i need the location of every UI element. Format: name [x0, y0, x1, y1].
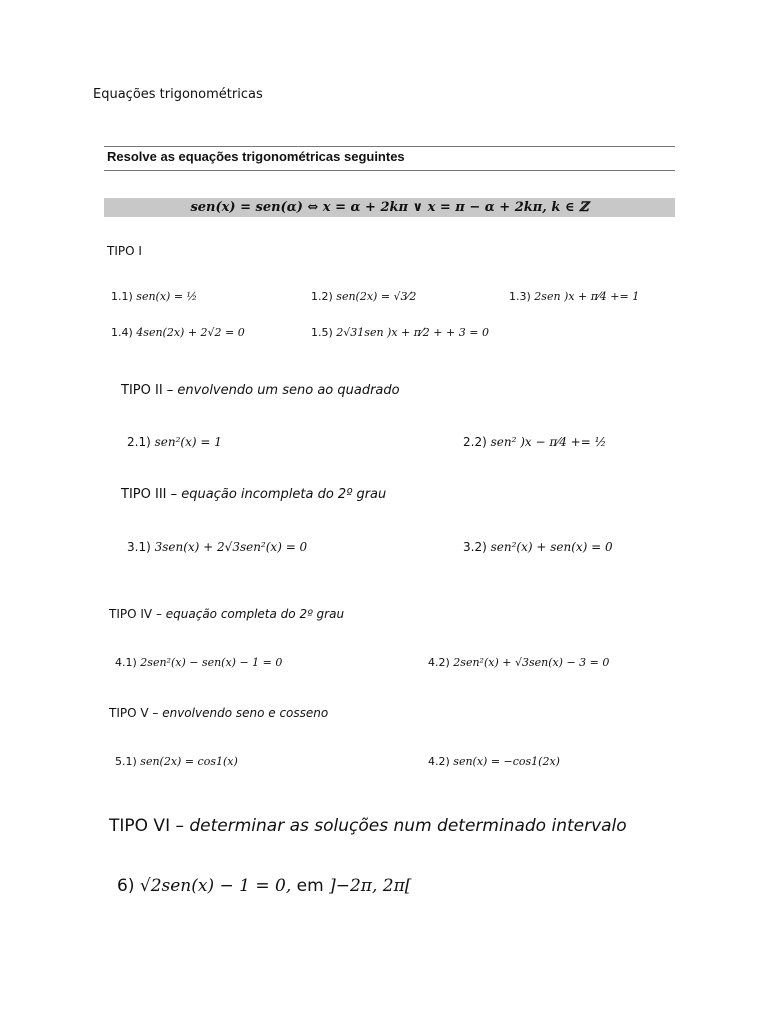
heading-top-rule — [104, 146, 675, 147]
tipo-5-description: – envolvendo seno e cosseno — [152, 706, 329, 720]
tipo-2-title: TIPO II — [121, 383, 163, 398]
exercise-expression: sen(2x) = cos1(x) — [140, 755, 238, 768]
tipo-6-description: – determinar as soluções num determinado intervalo — [175, 816, 627, 836]
interval-expression: ]−2π, 2π[ — [329, 876, 412, 896]
exercise-label: 3.2) — [463, 540, 487, 554]
exercise-label: 4.1) — [115, 656, 137, 669]
tipo-4-header — [109, 607, 344, 621]
exercise-1-3 — [509, 290, 639, 303]
exercise-label: 1.4) — [111, 326, 133, 339]
exercise-label: 1.2) — [311, 290, 333, 303]
tipo-3-description: – equação incompleta do 2º grau — [170, 487, 387, 502]
section-heading: Resolve as equações trigonométricas seguintes — [107, 149, 405, 164]
exercise-5-2 — [428, 755, 560, 768]
exercise-3-2 — [463, 540, 613, 554]
key-formula: sen(x) = sen(α) ⇔ x = α + 2kπ ∨ x = π − α + 2kπ, k ∈ ℤ — [190, 200, 589, 215]
exercise-label: 4.2) — [428, 656, 450, 669]
exercise-expression: sen(x) = ½ — [136, 290, 198, 303]
exercise-label: 1.3) — [509, 290, 531, 303]
tipo-4-description: – equação completa do 2º grau — [155, 607, 345, 621]
exercise-label: 1.1) — [111, 290, 133, 303]
tipo-3-title: TIPO III — [121, 487, 167, 502]
tipo-1-title: TIPO I — [107, 244, 142, 258]
exercise-1-1 — [111, 290, 197, 303]
exercise-expression: sen² )x − π⁄4 += ½ — [490, 435, 607, 449]
exercise-expression: 2sen²(x) + √3sen(x) − 3 = 0 — [453, 656, 610, 669]
exercise-label: 2.2) — [463, 435, 487, 449]
exercise-label: 6) — [117, 876, 135, 896]
exercise-expression: 4sen(2x) + 2√2 = 0 — [136, 326, 245, 339]
exercise-expression: 3sen(x) + 2√3sen²(x) = 0 — [154, 540, 308, 554]
exercise-label: 1.5) — [311, 326, 333, 339]
exercise-4-1 — [115, 656, 282, 669]
exercise-3-1 — [127, 540, 307, 554]
exercise-1-4 — [111, 326, 245, 339]
exercise-expression: 2sen²(x) − sen(x) − 1 = 0 — [140, 656, 283, 669]
tipo-5-header — [109, 706, 328, 720]
exercise-label: 3.1) — [127, 540, 151, 554]
tipo-6-header — [109, 816, 627, 836]
exercise-4-2 — [428, 656, 609, 669]
exercise-expression: sen²(x) = 1 — [154, 435, 222, 449]
interval-prefix: em — [296, 876, 324, 896]
exercise-label: 2.1) — [127, 435, 151, 449]
exercise-1-5 — [311, 326, 489, 339]
exercise-5-1 — [115, 755, 238, 768]
tipo-2-description: – envolvendo um seno ao quadrado — [166, 383, 400, 398]
exercise-2-1 — [127, 435, 222, 449]
tipo-6-title: TIPO VI — [109, 816, 171, 836]
tipo-4-title: TIPO IV — [109, 607, 153, 621]
exercise-6 — [117, 876, 411, 896]
exercise-expression: sen²(x) + sen(x) = 0 — [490, 540, 613, 554]
exercise-expression: sen(x) = −cos1(2x) — [453, 755, 560, 768]
exercise-1-2 — [311, 290, 416, 303]
exercise-expression: √2sen(x) − 1 = 0, — [139, 876, 292, 896]
tipo-2-header — [121, 383, 400, 398]
exercise-expression: sen(2x) = √3⁄2 — [336, 290, 417, 303]
heading-bottom-rule — [104, 170, 675, 171]
exercise-expression: 2√31sen )x + π⁄2 + + 3 = 0 — [336, 326, 489, 339]
exercise-2-2 — [463, 435, 606, 449]
exercise-label: 4.2) — [428, 755, 450, 768]
tipo-5-title: TIPO V — [109, 706, 149, 720]
exercise-label: 5.1) — [115, 755, 137, 768]
tipo-3-header — [121, 487, 386, 502]
exercise-expression: 2sen )x + π⁄4 += 1 — [534, 290, 640, 303]
key-formula-band — [104, 198, 675, 217]
document-title: Equações trigonométricas — [93, 87, 263, 102]
